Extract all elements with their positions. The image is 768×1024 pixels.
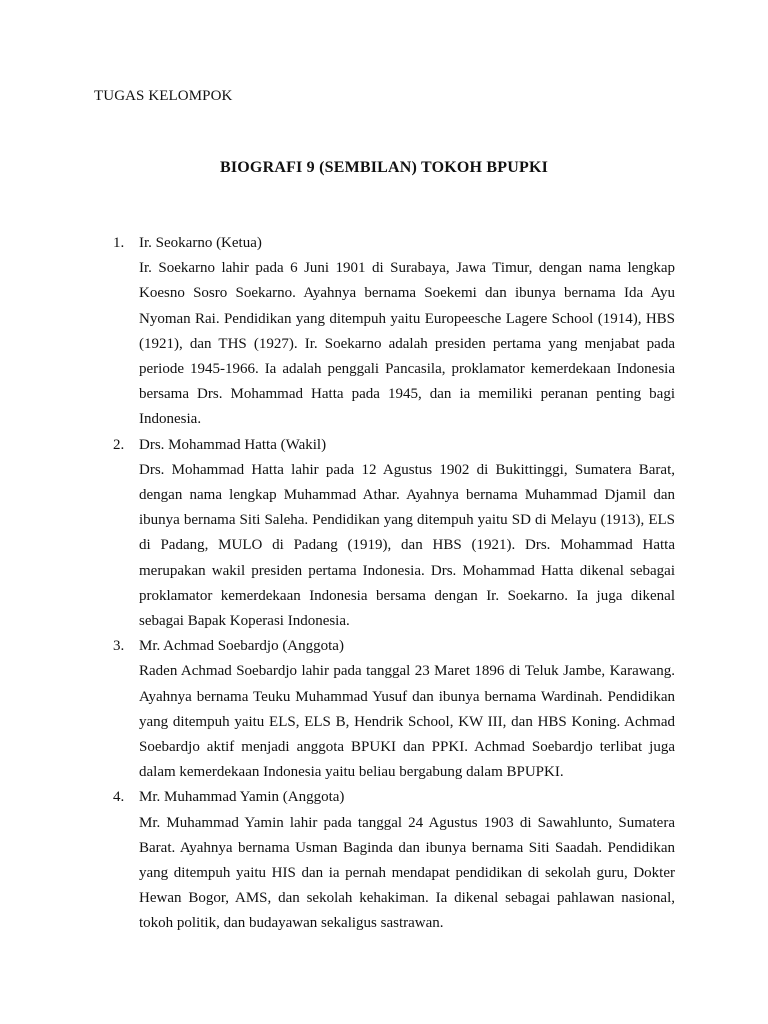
figure-name: Mr. Muhammad Yamin (Anggota) (139, 789, 345, 806)
figure-name: Ir. Seokarno (Ketua) (139, 235, 262, 251)
biography-paragraph: Mr. Muhammad Yamin lahir pada tanggal 24 Agustus 1903 di Sawahlunto, Sumatera Barat. Ayahnya bernama Usman Baginda dan ibunya bernama Siti Saadah. Pendidikan yang ditempuh yaitu HIS dan ia pernah mendapat pendidikan di sekolah guru, Dokter Hewan Bogor, AMS, dan sekolah kehakiman. Ia dikenal sebagai pahlawan nasional, tokoh politik, dan budayawan sekaligus sastrawan. (139, 814, 675, 932)
document-label: TUGAS KELOMPOK (94, 88, 233, 104)
list-item (113, 433, 675, 635)
biography-paragraph: Drs. Mohammad Hatta lahir pada 12 Agustus 1902 di Bukittinggi, Sumatera Barat, dengan nama lengkap Muhammad Athar. Ayahnya bernama Muhammad Djamil dan ibunya bernama Siti Saleha. Pendidikan yang ditempuh yaitu SD di Melayu (1913), ELS di Padang, MULO di Padang (1919), dan HBS (1921). Drs. Mohammad Hatta merupakan wakil presiden pertama Indonesia. Drs. Mohammad Hatta dikenal sebagai proklamator kemerdekaan Indonesia bersama dengan Ir. Soekarno. Ia juga dikenal sebagai Bapak Koperasi Indonesia. (139, 461, 675, 630)
figure-name: Mr. Achmad Soebardjo (Anggota) (139, 638, 344, 655)
list-item-number: 1. (113, 235, 125, 251)
document-title: BIOGRAFI 9 (SEMBILAN) TOKOH BPUPKI (219, 159, 549, 176)
list-item (113, 785, 675, 936)
biography-paragraph: Raden Achmad Soebardjo lahir pada tanggal 23 Maret 1896 di Teluk Jambe, Karawang. Ayahnya bernama Teuku Muhammad Yusuf dan ibunya bernama Wardinah. Pendidikan yang ditempuh yaitu ELS, ELS B, Hendrik School, KW III, dan HBS Koning. Achmad Soebardjo aktif menjadi anggota BPUKI dan PPKI. Achmad Soebardjo terlibat juga dalam kemerdekaan Indonesia yaitu beliau bergabung dalam BPUPKI. (139, 663, 675, 781)
list-item-number: 2. (113, 436, 125, 453)
list-item-number: 4. (113, 789, 125, 806)
biography-paragraph: Ir. Soekarno lahir pada 6 Juni 1901 di Surabaya, Jawa Timur, dengan nama lengkap Koesno Sosro Soekarno. Ayahnya bernama Soekemi dan ibunya bernama Ida Ayu Nyoman Rai. Pendidikan yang ditempuh yaitu Europeesche Lagere School (1914), HBS (1921), dan THS (1927). Ir. Soekarno adalah presiden pertama yang menjabat pada periode 1945-1966. Ia adalah penggali Pancasila, proklamator kemerdekaan Indonesia bersama Drs. Mohammad Hatta pada 1945, dan ia memiliki peranan penting bagi Indonesia. (139, 260, 675, 428)
biography-list (113, 231, 675, 937)
list-item-number: 3. (113, 638, 125, 655)
list-item (113, 634, 675, 785)
list-item (113, 231, 675, 433)
figure-name: Drs. Mohammad Hatta (Wakil) (139, 436, 327, 453)
